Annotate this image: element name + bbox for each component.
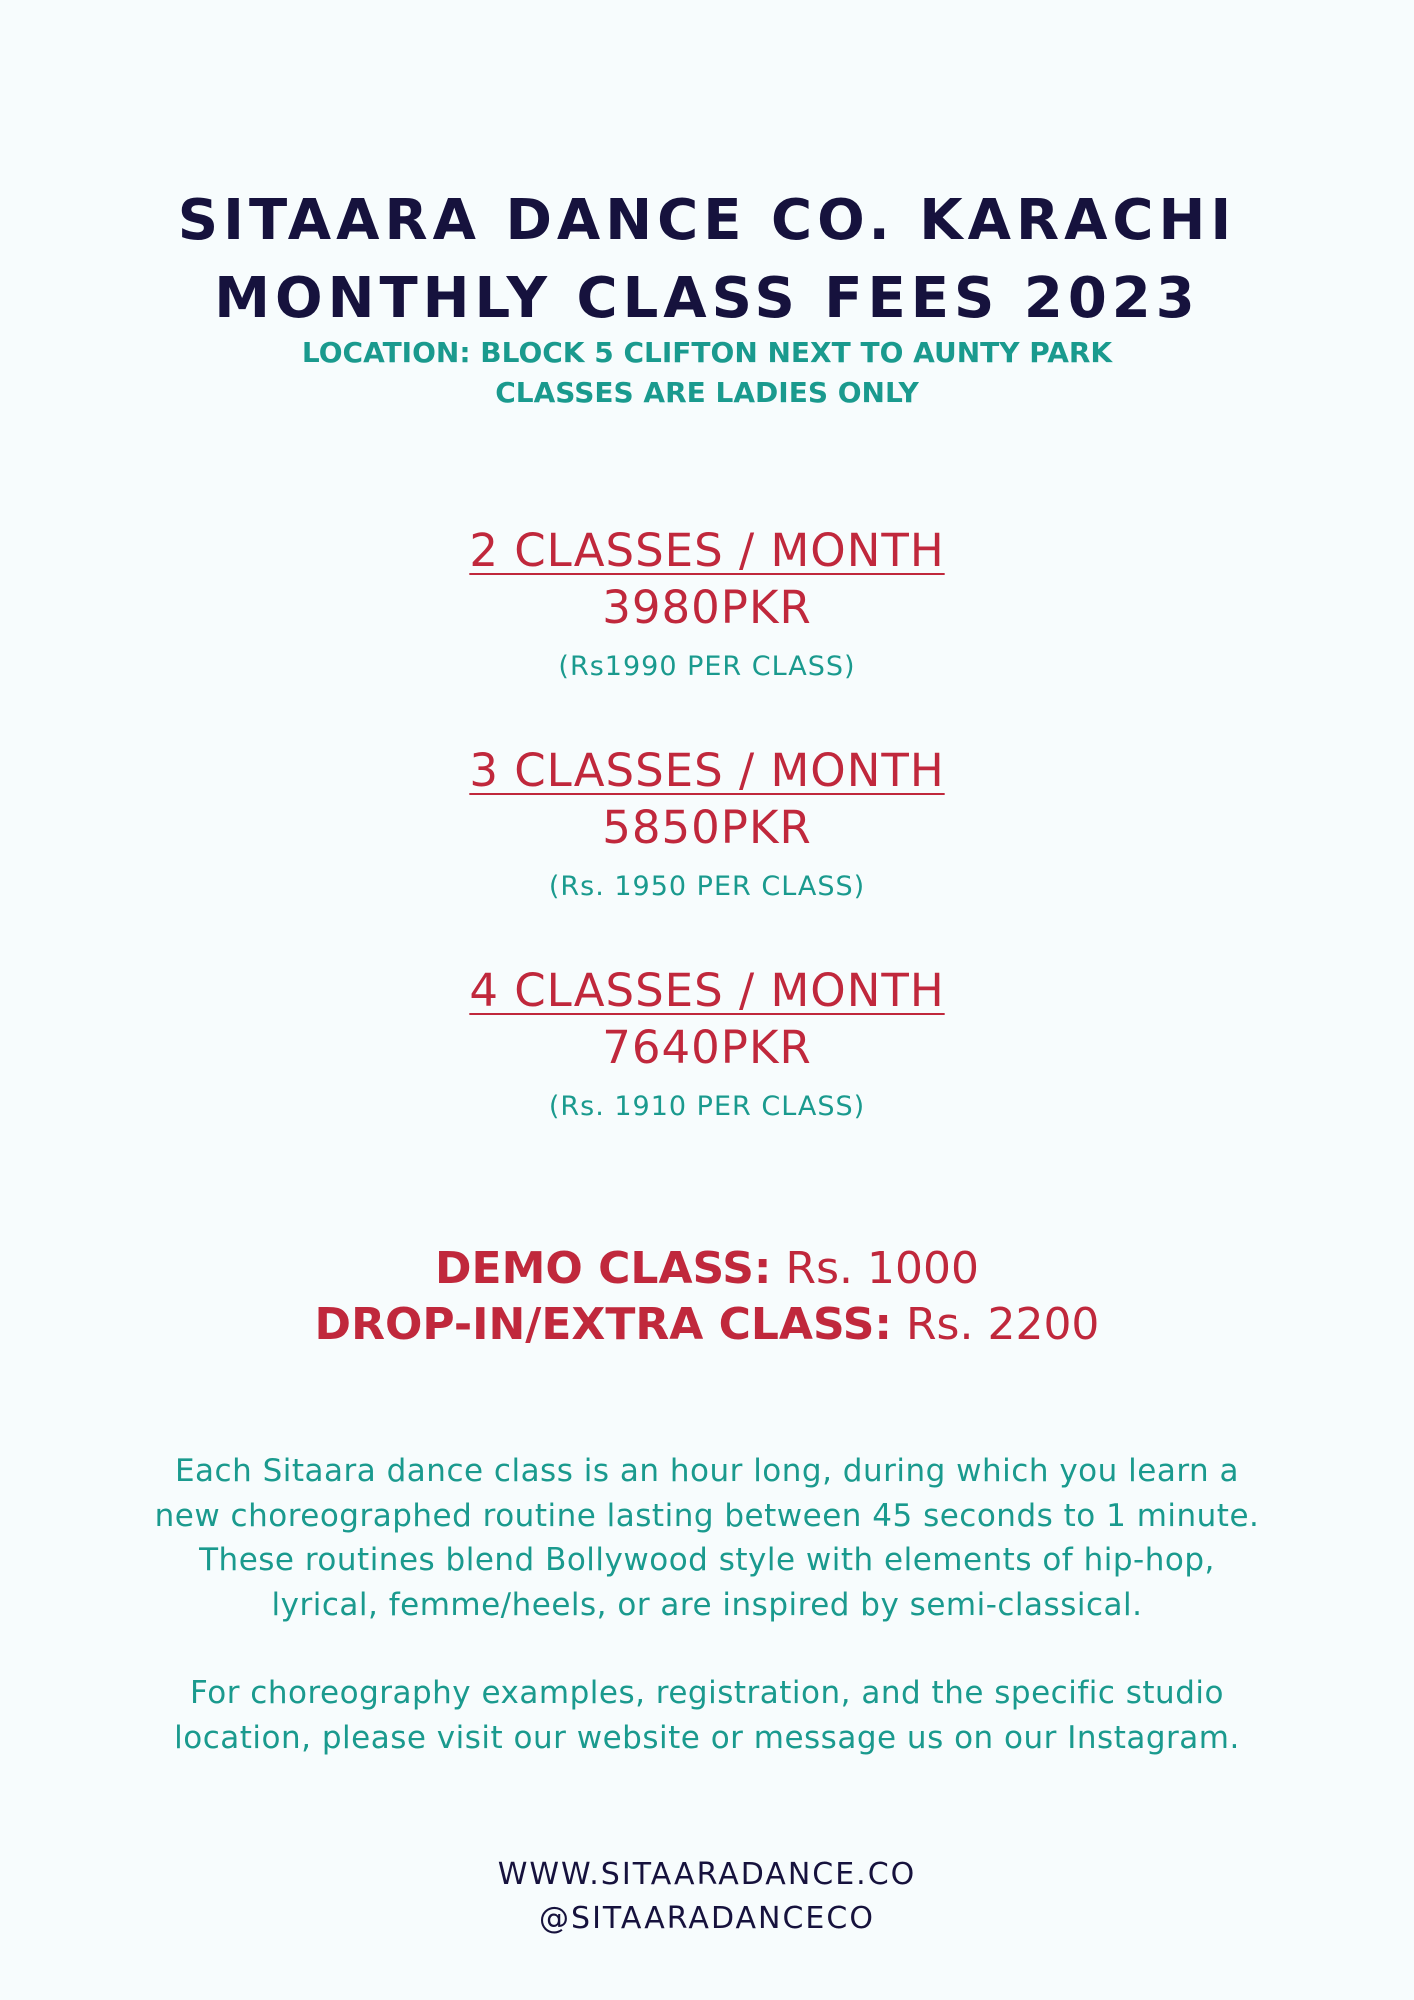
registration-line: location, please visit our website or message us on our Instagram. <box>174 1719 1240 1756</box>
plan-3-classes <box>0 742 1414 906</box>
instagram-handle[interactable]: @SITAARADANCECO <box>539 1901 875 1936</box>
description-line: These routines blend Bollywood style with elements of hip-hop, <box>199 1542 1215 1578</box>
page-title-line2: MONTHLY CLASS FEES 2023 <box>214 266 1200 331</box>
registration-note <box>110 1671 1304 1760</box>
location-line: LOCATION: BLOCK 5 CLIFTON NEXT TO AUNTY PARK <box>301 336 1113 369</box>
page-title-line1: SITAARA DANCE CO. KARACHI <box>177 188 1237 253</box>
plan-2-classes <box>0 522 1414 686</box>
ladies-only-note: CLASSES ARE LADIES ONLY <box>495 376 919 409</box>
class-description <box>110 1449 1304 1627</box>
dropin-class-price: Rs. 2200 <box>905 1299 1100 1350</box>
description-line: Each Sitaara dance class is an hour long, during which you learn a <box>174 1453 1240 1489</box>
registration-line: For choreography examples, registration, and the specific studio <box>190 1675 1224 1711</box>
website-link[interactable]: WWW.SITAARADANCE.CO <box>497 1857 917 1892</box>
demo-class-label: DEMO CLASS: <box>435 1243 772 1294</box>
description-line: new choreographed routine lasting between 45 seconds to 1 minute. <box>154 1497 1260 1534</box>
plan-name: 3 CLASSES / MONTH <box>469 744 945 797</box>
demo-class-price: Rs. 1000 <box>785 1243 979 1294</box>
plan-price: 5850PKR <box>602 801 812 854</box>
plan-per-class: (Rs. 1950 PER CLASS) <box>548 871 866 902</box>
dropin-class-line <box>0 1297 1414 1353</box>
description-line: lyrical, femme/heels, or are inspired by semi-classical. <box>271 1586 1143 1623</box>
dropin-class-label: DROP-IN/EXTRA CLASS: <box>314 1299 892 1350</box>
plan-price: 3980PKR <box>602 581 812 634</box>
plan-price: 7640PKR <box>602 1021 812 1074</box>
plan-4-classes <box>0 962 1414 1126</box>
demo-class-line <box>0 1241 1414 1297</box>
plan-name: 2 CLASSES / MONTH <box>469 524 945 577</box>
plan-per-class: (Rs1990 PER CLASS) <box>558 651 856 682</box>
plan-per-class: (Rs. 1910 PER CLASS) <box>548 1091 866 1122</box>
plan-name: 4 CLASSES / MONTH <box>469 964 945 1017</box>
